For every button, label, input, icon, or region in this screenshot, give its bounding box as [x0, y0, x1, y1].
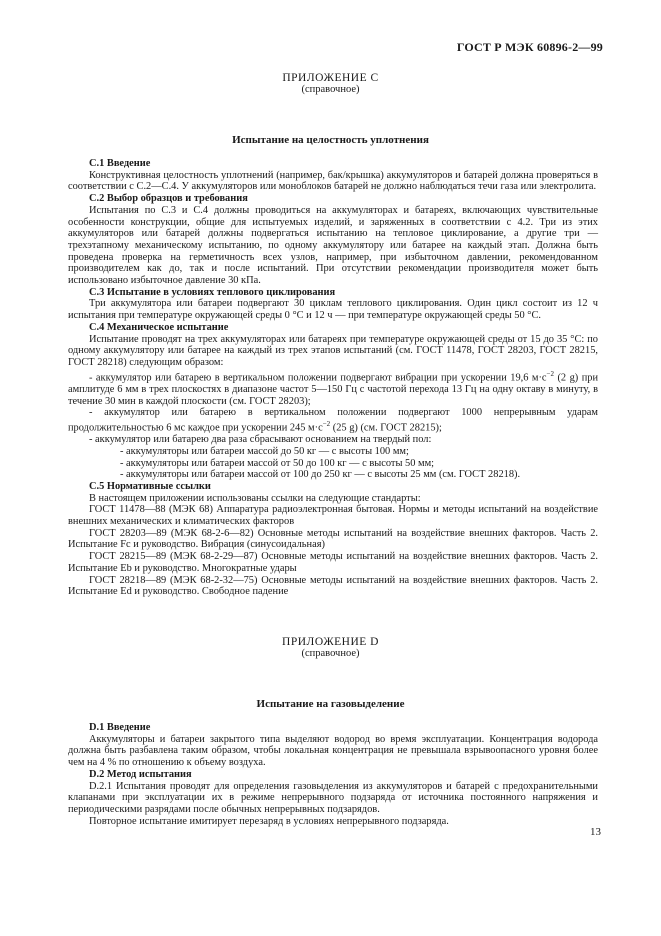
- c4-item-vibration-text-b: (2 g) при амплитуде 6 мм в трех плоскостях в диапазоне частот 5—150 Гц с частотой перехода 13 Гц на одну октаву в минуту, в течение 30 мин в каждой плоскости (см. ГОСТ 28203);: [68, 372, 599, 407]
- c5-reference-1: ГОСТ 11478—88 (МЭК 68) Аппаратура радиоэлектронная бытовая. Нормы и методы испытаний на воздействие внешних механических и климатических факторов: [68, 504, 598, 528]
- appendix-d-heading: Испытание на газовыделение: [256, 698, 405, 710]
- c5-reference-4: ГОСТ 28218—89 (МЭК 68-2-32—75) Основные методы испытаний на воздействие внешних факторов. Часть 2. Испытание Ed и руководство. Свободное падение: [68, 574, 598, 598]
- page-number: 13: [590, 826, 601, 838]
- c4-paragraph: Испытание проводят на трех аккумуляторах или батареях при температуре окружающей среды от 15 до 35 °С: по одному аккумулятору или батарее на каждый из трех этапов испытаний (см. ГОСТ 11478, ГОСТ 28203, ГОСТ 28215, ГОСТ 28218) следующим образом:: [68, 333, 598, 368]
- d1-heading: D.1 Введение: [89, 722, 151, 733]
- appendix-d-title: ПРИЛОЖЕНИЕ D: [282, 636, 379, 648]
- appendix-d-body: [68, 722, 598, 827]
- c1-paragraph: Конструктивная целостность уплотнений (например, бак/крышка) аккумуляторов и батарей должна проверяться в соответствии с С.2—С.4. У аккумуляторов или моноблоков батарей не должно наблюдаться течи газа или электролита.: [68, 169, 598, 193]
- appendix-c-title: ПРИЛОЖЕНИЕ С: [282, 72, 379, 84]
- c4-item-shock: [68, 407, 598, 434]
- c5-heading: С.5 Нормативные ссылки: [89, 480, 211, 492]
- appendix-c-label: [0, 72, 661, 95]
- c4-subitem-3: - аккумуляторы или батареи массой от 100 до 250 кг — с высоты 25 мм (см. ГОСТ 28218).: [120, 469, 521, 481]
- c2-heading: С.2 Выбор образцов и требования: [89, 193, 248, 205]
- c4-item-vibration-sup: −2: [546, 369, 554, 378]
- appendix-c-body: [68, 158, 598, 598]
- c4-item-vibration-text-a: - аккумулятор или батарею в вертикальном положении подвергают вибрации при ускорении 19,6 м·с: [89, 372, 547, 384]
- c5-reference-2: ГОСТ 28203—89 (МЭК 68-2-6—82) Основные методы испытаний на воздействие внешних факторов. Часть 2. Испытание Fc и руководство. Вибрация (синусоидальная): [68, 527, 598, 551]
- c1-heading: С.1 Введение: [89, 158, 151, 169]
- c4-subitem-1: - аккумуляторы или батареи массой до 50 кг — с высоты 100 мм;: [120, 445, 409, 457]
- c4-item-shock-text-a: - аккумулятор или батарею в вертикальном положении подвергают 1000 непрерывным ударам продолжительностью 6 мс каждое при ускорении 245 м·с: [68, 407, 598, 434]
- c4-item-shock-sup: −2: [322, 419, 331, 428]
- c2-paragraph: Испытания по С.3 и С.4 должны проводиться на аккумуляторах и батареях, включающих чувствительные особенности конструкции, общие для испытуемых изделий, и заряженных в соответствии с 4.2. Три из этих аккумуляторов или батарей должны подвергаться испытанию на тепловое циклирование, а другие три — трехэтапному механическому испытанию, по одному аккумулятору или батарее на каждый этап. Должна быть проведена проверка на герметичность всех узлов, например, при избыточном давлении, рекомендованном производителем как до, так и после испытаний. При отсутствии рекомендации производителя может быть использовано избыточное давление 30 кПа.: [68, 204, 598, 287]
- c3-paragraph: Три аккумулятора или батареи подвергают 30 циклам теплового циклирования. Один цикл состоит из 12 ч испытания при температуре окружающей среды 0 °С и 12 ч — при температуре окружающей среды 50 °С.: [68, 298, 598, 322]
- c5-paragraph: В настоящем приложении использованы ссылки на следующие стандарты:: [89, 492, 421, 504]
- c4-item-drop: - аккумулятор или батарею два раза сбрасывают основанием на твердый пол:: [89, 434, 432, 446]
- c4-item-vibration: [68, 369, 598, 408]
- d2-paragraph-2: Повторное испытание имитирует перезаряд в условиях непрерывного подзаряда.: [89, 815, 449, 827]
- document-id-header: ГОСТ Р МЭК 60896-2—99: [456, 40, 603, 54]
- c5-reference-3: ГОСТ 28215—89 (МЭК 68-2-29—87) Основные методы испытаний на воздействие внешних факторов. Часть 2. Испытание Eb и руководство. Многократные удары: [68, 551, 598, 574]
- d2-heading: D.2 Метод испытания: [89, 768, 192, 780]
- d1-paragraph: Аккумуляторы и батареи закрытого типа выделяют водород во время эксплуатации. Концентрация водорода должна быть разбавлена таким образом, чтобы локальная концентрация не превышала взрывоопасного уровня более чем на 4 % по отношению к объему воздуха.: [68, 733, 598, 769]
- c4-heading: С.4 Механическое испытание: [89, 321, 229, 333]
- appendix-c-subtitle: (справочное): [301, 84, 360, 95]
- c4-subitem-2: - аккумуляторы или батареи массой от 50 до 100 кг — с высоты 50 мм;: [120, 457, 435, 469]
- c3-heading: С.3 Испытание в условиях теплового циклирования: [89, 286, 336, 298]
- appendix-d-label: [0, 636, 661, 659]
- c4-item-shock-text-b: (25 g) (см. ГОСТ 28215);: [330, 422, 442, 434]
- appendix-c-heading: Испытание на целостность уплотнения: [232, 134, 429, 146]
- appendix-d-subtitle: (справочное): [301, 648, 360, 659]
- d2-paragraph-1: D.2.1 Испытания проводят для определения газовыделения из аккумуляторов и батарей с предохранительными клапанами при эксплуатации их в режиме непрерывного подзаряда от источника постоянного напряжения и периодическими разрядами после обычных непрерывных подзарядов.: [68, 780, 598, 815]
